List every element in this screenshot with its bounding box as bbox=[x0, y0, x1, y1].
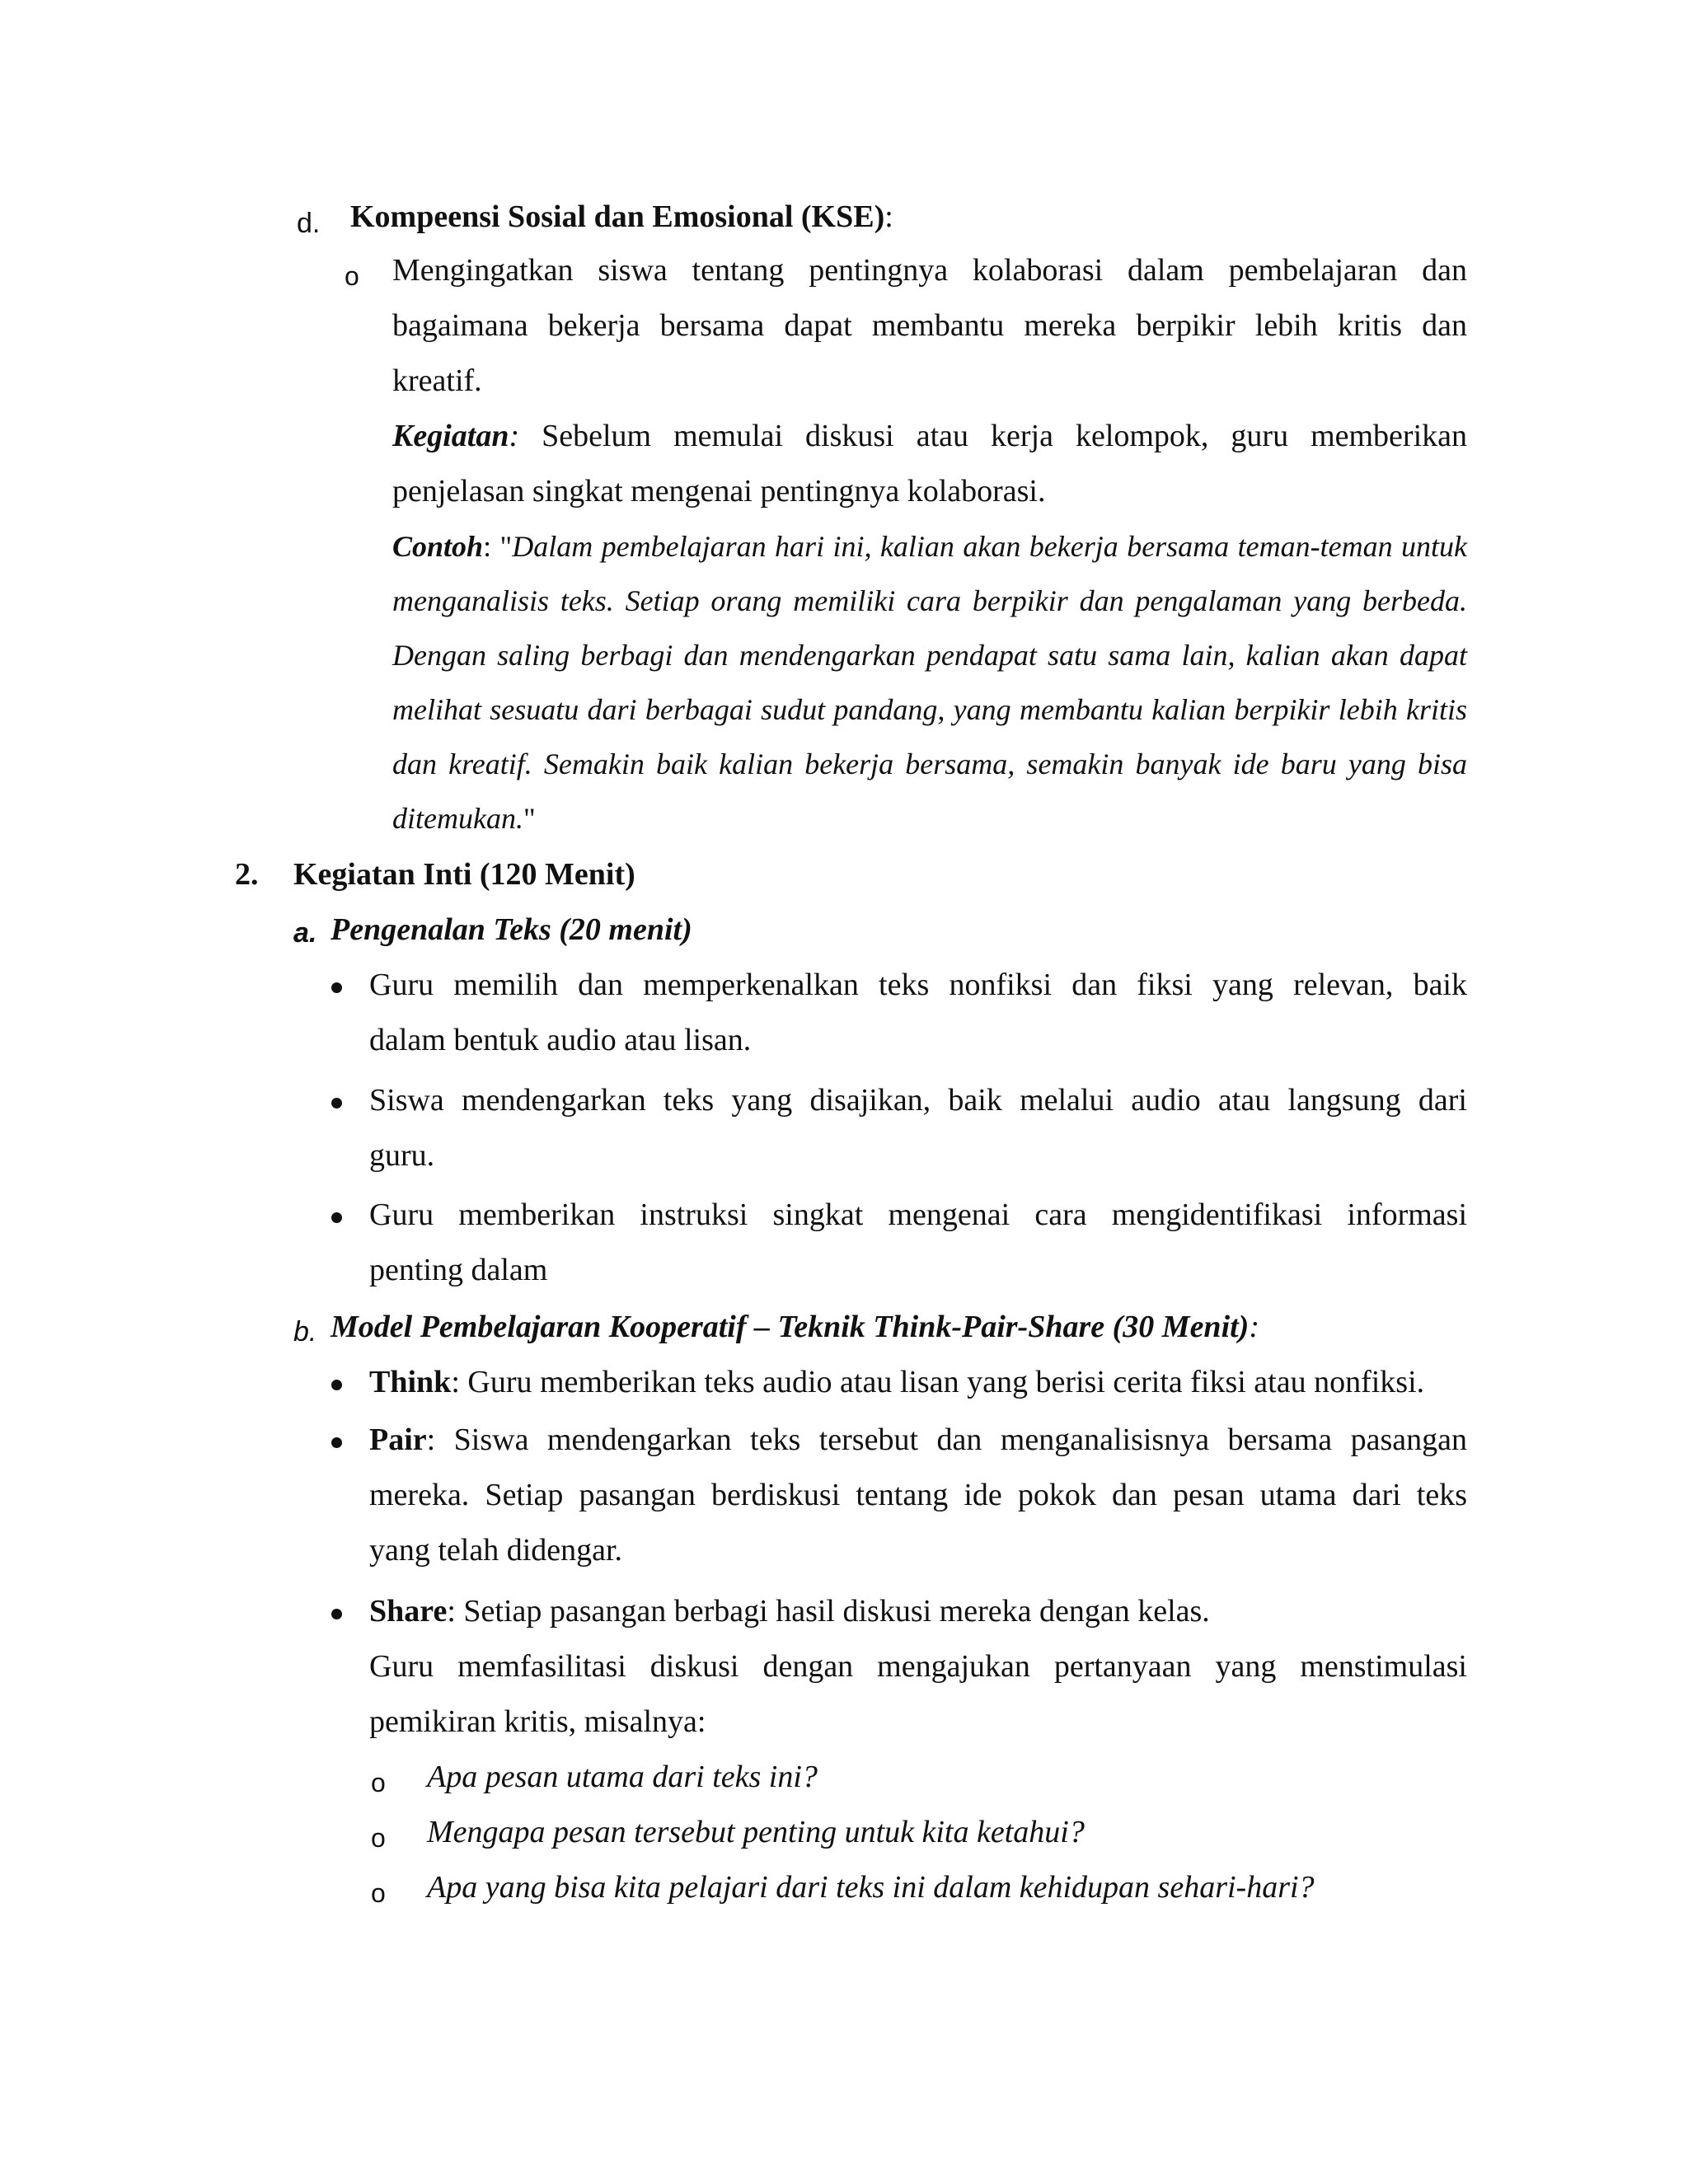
section-b-marker: b. bbox=[293, 1316, 317, 1347]
share-text: : Setiap pasangan berbagi hasil diskusi mereka dengan kelas. bbox=[447, 1594, 1210, 1629]
section-d-colon: : bbox=[884, 199, 893, 234]
section-d-item-line-1: Mengingatkan siswa tentang pentingnya kolaborasi dalam pembelajaran dan bbox=[392, 253, 1467, 288]
question-marker: o bbox=[371, 1823, 386, 1853]
question-1: Apa pesan utama dari teks ini? bbox=[427, 1760, 818, 1794]
share-label: Share bbox=[369, 1594, 448, 1629]
section-d-title bbox=[350, 190, 893, 245]
bullet-dot bbox=[331, 1212, 342, 1223]
section-a-marker: a. bbox=[293, 917, 317, 949]
section-b-title-text: Model Pembelajaran Kooperatif – Teknik Think-Pair-Share (30 Menit) bbox=[331, 1310, 1250, 1344]
kegiatan-line-2: penjelasan singkat mengenai pentingnya kolaborasi. bbox=[392, 474, 1046, 509]
contoh-text-last: ditemukan. bbox=[392, 802, 523, 835]
pair-label: Pair bbox=[369, 1422, 427, 1457]
contoh-line-3: Dengan saling berbagi dan mendengarkan pendapat satu sama lain, kalian akan dapat bbox=[392, 639, 1467, 672]
contoh-line-6 bbox=[392, 791, 536, 846]
guru-line-2: pemikiran kritis, misalnya: bbox=[369, 1704, 706, 1739]
pair-line-1 bbox=[369, 1413, 1467, 1468]
section-a-title: Pengenalan Teks (20 menit) bbox=[331, 912, 692, 947]
section-b-title bbox=[331, 1300, 1259, 1355]
contoh-line-2: menganalisis teks. Setiap orang memiliki cara berpikir dan pengalaman yang berbeda. bbox=[392, 584, 1467, 617]
bullet-dot bbox=[331, 1380, 342, 1390]
question-marker: o bbox=[371, 1878, 386, 1908]
section-2-title: Kegiatan Inti (120 Menit) bbox=[293, 857, 635, 892]
question-marker: o bbox=[371, 1768, 386, 1797]
bullet-dot bbox=[331, 1098, 342, 1108]
think-label: Think bbox=[369, 1365, 452, 1399]
contoh-line-5: dan kreatif. Semakin baik kalian bekerja bersama, semakin banyak ide baru yang bisa bbox=[392, 748, 1467, 780]
bullet-dot bbox=[331, 982, 342, 993]
bullet-dot bbox=[331, 1609, 342, 1619]
section-a-bullet-2-line-1: Siswa mendengarkan teks yang disajikan, baik melalui audio atau langsung dari bbox=[369, 1083, 1467, 1118]
share-line bbox=[369, 1584, 1210, 1639]
think-text: : Guru memberikan teks audio atau lisan yang berisi cerita fiksi atau nonfiksi. bbox=[451, 1365, 1425, 1399]
guru-line-1: Guru memfasilitasi diskusi dengan mengajukan pertanyaan yang menstimulasi bbox=[369, 1649, 1467, 1684]
kegiatan-label: Kegiatan bbox=[392, 419, 509, 453]
section-b-colon: : bbox=[1249, 1310, 1259, 1344]
section-d-item-line-2: bagaimana bekerja bersama dapat membantu mereka berpikir lebih kritis dan bbox=[392, 308, 1467, 343]
pair-line-2: mereka. Setiap pasangan berdiskusi tentang ide pokok dan pesan utama dari teks bbox=[369, 1478, 1467, 1512]
section-a-bullet-2-line-2: guru. bbox=[369, 1138, 435, 1173]
question-2: Mengapa pesan tersebut penting untuk kita ketahui? bbox=[427, 1815, 1085, 1849]
bullet-dot bbox=[331, 1437, 342, 1448]
kegiatan-colon: : bbox=[509, 419, 520, 453]
contoh-close-quote: " bbox=[523, 802, 536, 835]
kegiatan-line-1 bbox=[392, 409, 1467, 464]
kegiatan-text-1: Sebelum memulai diskusi atau kerja kelompok, guru memberikan bbox=[519, 419, 1467, 453]
section-d-item-marker: o bbox=[345, 261, 359, 291]
contoh-text-1: Dalam pembelajaran hari ini, kalian akan bekerja bersama teman-teman untuk bbox=[512, 530, 1467, 563]
contoh-colon: : " bbox=[483, 530, 513, 563]
section-2-marker: 2. bbox=[235, 857, 259, 892]
pair-text-1: : Siswa mendengarkan teks tersebut dan menganalisisnya bersama pasangan bbox=[426, 1422, 1467, 1457]
think-line bbox=[369, 1355, 1424, 1410]
section-a-bullet-1-line-2: dalam bentuk audio atau lisan. bbox=[369, 1023, 752, 1057]
pair-line-3: yang telah didengar. bbox=[369, 1533, 623, 1568]
section-d-title-text: Kompeensi Sosial dan Emosional (KSE) bbox=[350, 199, 885, 234]
section-d-marker: d. bbox=[297, 208, 321, 239]
question-3: Apa yang bisa kita pelajari dari teks ini dalam kehidupan sehari-hari? bbox=[427, 1870, 1315, 1905]
section-a-bullet-1-line-1: Guru memilih dan memperkenalkan teks nonfiksi dan fiksi yang relevan, baik bbox=[369, 968, 1467, 1002]
section-a-bullet-3-line-1: Guru memberikan instruksi singkat mengenai cara mengidentifikasi informasi bbox=[369, 1197, 1467, 1232]
section-a-bullet-3-line-2: penting dalam bbox=[369, 1253, 548, 1287]
contoh-line-4: melihat sesuatu dari berbagai sudut pandang, yang membantu kalian berpikir lebih kritis bbox=[392, 693, 1467, 726]
contoh-line-1 bbox=[392, 519, 1467, 574]
section-d-item-line-3: kreatif. bbox=[392, 363, 482, 398]
contoh-label: Contoh bbox=[392, 530, 484, 563]
